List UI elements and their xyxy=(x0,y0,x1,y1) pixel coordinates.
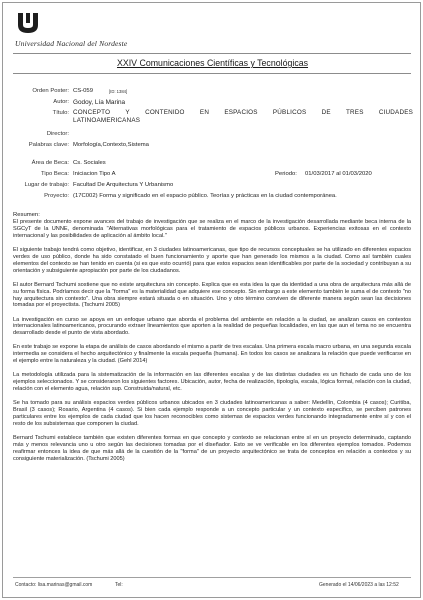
university-name: Universidad Nacional del Nordeste xyxy=(15,39,128,48)
summary-paragraph: La investigación en curso se apoya en un enfoque urbano que aborda el problema del ambiente en relación a la ciudad, se analizan casos en contextos internacionales latinoamericanos, procurando extraer lineamientos que aporten a la realidad de pequeñas localidades, en las que aun el tema no se encuentra desarrollado desde el punto de vista abordado. xyxy=(13,316,411,337)
footer-generated: Generado el 14/06/2023 a las 12:52 xyxy=(319,582,399,588)
director-label: Director: xyxy=(46,131,69,137)
summary-paragraph: El siguiente trabajo tendrá como objetivo, identificar, en 3 ciudades latinoamericanas, que tipo de recursos conceptuales se ha utilizado en diferentes espacios verdes de uso público, donde ha sido constatado el buen funcionamiento y aporte que han generado los mismos a la ciudad. Como así también cuales elementos del contexto se han tenido en cuenta (si es que esto ocurrió) para que estos espacios sean identificables por parte de la sociedad y contribuyan a su orientación y subsiguiente apropiación por parte de los ciudadanos. xyxy=(13,246,411,274)
autor-label: Autor: xyxy=(53,99,69,105)
titulo-word: TRES xyxy=(346,109,364,116)
summary-section xyxy=(13,212,411,470)
palabras-clave-label: Palabras clave: xyxy=(28,142,69,148)
palabras-clave-value: Morfología,Contexto,Sistema xyxy=(73,142,149,148)
summary-paragraph: El autor Bernard Tschumi sostiene que no existe arquitectura sin concepto. Explica que es esta idea la que da identidad a una obra de arquitectura más allá de su forma física. Podríamos decir que la "forma" es la materialidad que adquiere ese concepto. Sin embargo a este elemento también le suma el de contexto "no hay arquitectura sin contexto". Una obra siempre estará situada o en situación. Uno y otro término conviven de diferente manera según sean las decisiones tomadas por el proyectista. (Tschumi 2005) xyxy=(13,281,411,309)
titulo-word: CONTENIDO xyxy=(145,109,185,116)
area-beca-label: Área de Beca: xyxy=(31,160,69,166)
orden-poster-value: CS-059 xyxy=(73,88,93,94)
summary-paragraph: Bernard Tschumi establece también que existen diferentes formas en que concepto y contexto se relacionan entre sí en un proyecto determinado, captando más y menos relevancia uno u otro según las decisiones tomadas por el diseñador. Esto se ve verificable en los diferentes ejemplos tomados. Podemos reafirmar entonces la idea de que más allá de la cuestión de la "forma" de un proyecto arquitectónico se trata de conceptos en relación a contextos y su consiguiente materialización. (Tschumi 2005) xyxy=(13,435,411,462)
footer-divider xyxy=(13,577,411,578)
titulo-line-1 xyxy=(73,109,413,117)
header-divider xyxy=(13,53,411,54)
titulo-line-2: LATINOAMERICANAS xyxy=(73,116,141,124)
area-beca-value: Cs. Sociales xyxy=(73,160,106,166)
titulo-value xyxy=(73,109,413,125)
periodo-label: Periodo: xyxy=(275,171,297,177)
summary-paragraph: La metodología utilizada para la sistematización de la información en las diferentes escalas y de las distintas ciudades es un fichado de cada uno de los ejemplos seleccionados. Y se consideraron los siguientes factores. Ubicación, autor, fecha de realización, tipología, escala, lógica formal, relación con la ciudad, relación con el elemento agua, relación sup. Construida/natural, etc. xyxy=(13,372,411,393)
summary-paragraph: En este trabajo se expone la etapa de análisis de casos abordando el mismo a partir de tres escalas. Una primera escala macro urbana, en una segunda escala intermedia se considera el hecho arquitectónico y finalmente la escala pequeña (humana). En todos los casos se analizara la relación que puede verificarse en el ejemplo entre la naturaleza y la ciudad. (Gehl 2014) xyxy=(13,344,411,365)
document-page xyxy=(2,2,421,598)
titulo-word: PÚBLICOS xyxy=(272,109,307,116)
lugar-trabajo-label: Lugar de trabajo: xyxy=(24,182,69,188)
titulo-word: ESPACIOS xyxy=(224,109,258,116)
proyecto-label: Proyecto: xyxy=(44,193,69,199)
titulo-word: Y xyxy=(125,109,130,116)
orden-poster-label: Orden Poster: xyxy=(32,88,69,94)
tipo-beca-label: Tipo Beca: xyxy=(41,171,69,177)
titulo-label: Título: xyxy=(52,110,69,116)
proyecto-value: (17C002) Forma y significado en el espacio público. Teorías y prácticas en la ciudad contemporánea. xyxy=(73,193,337,199)
titulo-word: CONCEPTO xyxy=(73,109,111,116)
titulo-word: DE xyxy=(321,109,331,116)
lugar-trabajo-value: Facultad De Arquitectura Y Urbanismo xyxy=(73,182,174,188)
periodo-value: 01/03/2017 al 01/03/2020 xyxy=(305,171,372,177)
titulo-word: CIUDADES xyxy=(378,109,413,116)
university-logo-icon xyxy=(15,11,41,35)
titulo-word: EN xyxy=(199,109,210,116)
footer-contact: Contacto: lisa.marinas@gmail.com xyxy=(15,582,93,588)
summary-paragraph: Se ha tomado para su análisis espacios verdes públicos urbanos ubicados en 3 ciudades latinoamericanas a saber: Medellín, Colombia (4 casos); Curitiba, Brasil (3 casos); Rosario, Argentina (4 casos). Si bien cada ejemplo responde a un concepto particular y un contexto específico, se perciben patrones particulares entre los ejemplos de cada ciudad que los hacen reconocibles como sistemas de espacios verdes funcionando integradamente entre sí y con el resto de los subsistemas que componen la ciudad. xyxy=(13,400,411,427)
footer-tel-label: Tel: xyxy=(115,582,123,588)
conference-title: XXIV Comunicaciones Científicas y Tecnológicas xyxy=(116,58,309,68)
summary-paragraph: El presente documento expone avances del trabajo de investigación que se realiza en el marco de la investigación desarrollada mediante beca interna de la SGCyT de la UNNE, denominada "Alternativas morfológicas para el tratamiento de espacios públicos urbanos. Experiencias exitosas en el contexto internacional y las posibilidades de aplicación al ámbito local." xyxy=(13,219,411,239)
title-divider xyxy=(13,73,411,74)
summary-label: Resumen: xyxy=(13,212,40,218)
autor-value: Godoy, Lía Marina xyxy=(73,99,126,106)
id-code: [ID: 1384] xyxy=(109,89,128,94)
tipo-beca-value: Iniciacion Tipo A xyxy=(73,171,116,177)
